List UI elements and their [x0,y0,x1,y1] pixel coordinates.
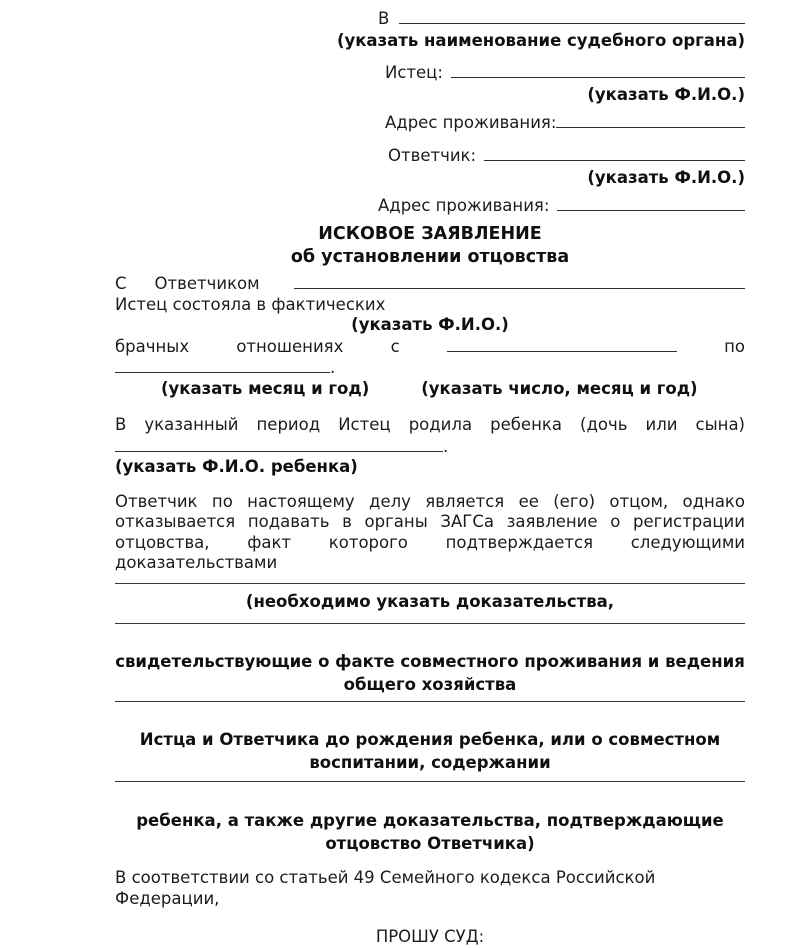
paternity-line-1: Ответчик по настоящему делу является ее (его) отцом, однако [115,491,745,511]
legal-basis-line: В соответствии со статьей 49 Семейного кодекса Российской Федерации, [115,868,656,908]
court-designation-row [275,8,745,30]
defendant-fio-hint: (указать Ф.И.О.) [587,168,745,187]
relationship-line-4 [115,357,745,379]
plaintiff-label: Истец: [385,63,443,82]
evidence-hint-other-line2: отцовство Ответчика) [325,834,535,853]
evidence-hint-other [115,809,745,855]
child-fio-row [115,436,745,458]
evidence-hint-cohabitation [115,650,745,696]
defendant-address-blank-line [557,195,745,211]
word-to: по [724,336,745,356]
word-relations: отношениях [236,336,344,356]
child-fio-blank [115,436,443,452]
defendant-name-blank-line [484,145,745,161]
court-header-block [275,8,745,217]
relationship-fio-hint: (указать Ф.И.О.) [351,315,509,334]
defendant-row [275,145,745,167]
plaintiff-address-blank-line [556,112,745,128]
evidence-hint-cohabitation-line2: общего хозяйства [343,675,517,694]
child-birth-line: В указанный период Истец родила ребенка (дочь или сына) [115,415,745,434]
period-dot: . [330,358,336,377]
plaintiff-address-label: Адрес проживания: [385,113,557,132]
defendant-label: Ответчик: [388,146,477,165]
evidence-hint-upbringing-line1: Истца и Ответчика до рождения ребенка, или о совместном [139,730,721,749]
word-marital: брачных [115,336,190,356]
evidence-blank-line-3 [115,701,745,702]
evidence-hint-intro: (необходимо указать доказательства, [245,591,615,611]
evidence-hint-upbringing [115,728,745,774]
document-title: ИСКОВОЕ ЗАЯВЛЕНИЕ [318,224,542,244]
defendant-address-label: Адрес проживания: [378,196,550,215]
plaintiff-fio-hint: (указать Ф.И.О.) [587,85,745,104]
plaintiff-name-blank-line [451,62,745,78]
word-with: С [115,274,127,293]
relationship-line-2: Истец состояла в фактических [115,294,386,314]
month-year-hint: (указать месяц и год) [161,378,370,398]
evidence-hint-cohabitation-line1: свидетельствующие о факте совместного проживания и ведения [115,652,745,671]
child-fio-hint: (указать Ф.И.О. ребенка) [115,457,358,476]
relationship-line-1 [115,273,745,295]
child-fio-dot: . [443,436,449,456]
evidence-blank-line-4 [115,781,745,782]
evidence-blank-line-2 [115,623,745,624]
defendant-address-row [275,195,745,217]
court-prefix-label: В [378,9,390,28]
document-subtitle: об установлении отцовства [290,247,570,267]
relationship-end-date-blank [115,357,330,373]
word-from: с [390,336,400,356]
relationship-line-3 [115,336,745,358]
relationship-defendant-fio-blank [294,273,745,289]
evidence-hint-other-line1: ребенка, а также другие доказательства, подтверждающие [136,811,724,830]
court-name-blank-line [399,8,745,24]
relationship-start-date-blank [447,336,677,352]
date-hints-row [115,379,745,400]
evidence-blank-line-1 [115,583,745,584]
court-name-hint: (указать наименование судебного органа) [336,31,745,50]
evidence-hint-upbringing-line2: воспитании, содержании [309,753,551,772]
request-heading: ПРОШУ СУД: [375,927,485,946]
plaintiff-address-row [275,112,745,134]
word-defendant: Ответчиком [154,274,260,293]
document-body [115,273,745,948]
paternity-line-2: отказывается подавать в органы ЗАГСа заявление о регистрации [115,512,745,531]
day-month-year-hint: (указать число, месяц и год) [421,378,698,398]
plaintiff-row [275,62,745,84]
paternity-line-3: отцовства, факт которого подтверждается следующими доказательствами [115,532,745,572]
document-title-block [115,223,745,269]
